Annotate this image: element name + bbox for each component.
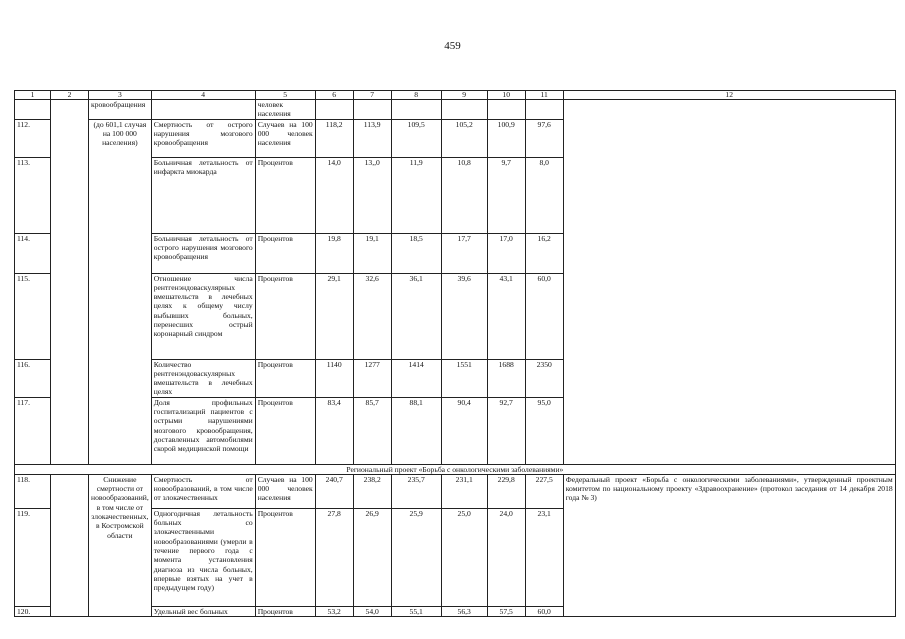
value-cell: 10,8 — [441, 157, 487, 233]
value-cell: 24,0 — [487, 508, 525, 606]
source-cell: Федеральный проект «Борьба с онкологическими заболеваниями», утвержденный проектным комитетом по национальному проекту «Здравоохранение» (протокол заседания от 14 декабря 2018 года № 3) — [563, 474, 895, 616]
value-cell: 26,9 — [353, 508, 391, 606]
value-cell: 55,1 — [391, 606, 441, 616]
value-cell: 1688 — [487, 359, 525, 397]
value-cell: 13,,0 — [353, 157, 391, 233]
value-cell: 83,4 — [315, 397, 353, 464]
header-cell: 4 — [151, 91, 255, 100]
value-cell: 1277 — [353, 359, 391, 397]
value-cell: 97,6 — [525, 119, 563, 157]
value-cell: 1140 — [315, 359, 353, 397]
value-cell: 100,9 — [487, 119, 525, 157]
value-cell: 235,7 — [391, 474, 441, 508]
unit-cell: Процентов — [255, 233, 315, 273]
source-cell-empty — [563, 100, 895, 465]
value-cell: 95,0 — [525, 397, 563, 464]
row-number: 114. — [15, 233, 51, 273]
value-cell: 19,8 — [315, 233, 353, 273]
value-cell: 11,9 — [391, 157, 441, 233]
value-cell: 17,0 — [487, 233, 525, 273]
row-number: 116. — [15, 359, 51, 397]
goal-cell: Снижение смертности от новообразований, в том числе от злокачественных, в Костромской области — [89, 474, 152, 616]
value-cell: 109,5 — [391, 119, 441, 157]
header-cell: 6 — [315, 91, 353, 100]
value-cell: 23,1 — [525, 508, 563, 606]
value-cell: 32,6 — [353, 273, 391, 359]
value-cell: 56,3 — [441, 606, 487, 616]
value-cell: 92,7 — [487, 397, 525, 464]
value-cell: 2350 — [525, 359, 563, 397]
value-cell: 27,8 — [315, 508, 353, 606]
page-number: 459 — [444, 40, 461, 52]
row-number: 120. — [15, 606, 51, 616]
header-cell: 5 — [255, 91, 315, 100]
section-row — [15, 464, 896, 474]
header-cell: 3 — [89, 91, 152, 100]
unit-cell: Процентов — [255, 508, 315, 606]
value-cell: 39,6 — [441, 273, 487, 359]
value-cell: 19,1 — [353, 233, 391, 273]
value-cell: 25,9 — [391, 508, 441, 606]
indicator-name: Смертность от новообразований, в том числе от злокачественных — [151, 474, 255, 508]
header-cell: 12 — [563, 91, 895, 100]
unit-cell: Случаев на 100 000 человек населения — [255, 474, 315, 508]
header-cell: 10 — [487, 91, 525, 100]
row-number: 117. — [15, 397, 51, 464]
value-cell: 113,9 — [353, 119, 391, 157]
indicator-name: Одногодичная летальность больных со злокачественными новообразованиями (умерли в течение первого года с момента установления диагноза из числа больных, впервые взятых на учет в предыдущем году) — [151, 508, 255, 606]
header-cell: 9 — [441, 91, 487, 100]
value-cell: 17,7 — [441, 233, 487, 273]
indicator-name: Больничная летальность от острого нарушения мозгового кровообращения — [151, 233, 255, 273]
indicator-name: Доля профильных госпитализаций пациентов с острыми нарушениями мозгового кровообращения, доставленных автомобилями скорой медицинской помощи — [151, 397, 255, 464]
indicators-table — [14, 90, 896, 617]
empty-cell — [51, 100, 89, 465]
unit-cell: Процентов — [255, 157, 315, 233]
header-cell: 2 — [51, 91, 89, 100]
value-cell: 240,7 — [315, 474, 353, 508]
value-cell: 60,0 — [525, 273, 563, 359]
value-cell: 8,0 — [525, 157, 563, 233]
row-number: 112. — [15, 119, 51, 157]
row-number: 119. — [15, 508, 51, 606]
unit-cell: Процентов — [255, 359, 315, 397]
value-cell: 118,2 — [315, 119, 353, 157]
value-cell: 29,1 — [315, 273, 353, 359]
indicator-name: Смертность от острого нарушения мозгового кровообращения — [151, 119, 255, 157]
value-cell: 36,1 — [391, 273, 441, 359]
value-cell: 88,1 — [391, 397, 441, 464]
indicator-name: Количество рентгенэндоваскулярных вмешательств в лечебных целях — [151, 359, 255, 397]
unit-cell: Процентов — [255, 606, 315, 616]
value-cell: 57,5 — [487, 606, 525, 616]
unit-cell: человек населения — [255, 100, 315, 120]
continuation-row — [15, 100, 896, 120]
section-title: Региональный проект «Борьба с онкологическими заболеваниями» — [15, 464, 896, 474]
header-cell: 8 — [391, 91, 441, 100]
unit-cell: Случаев на 100 000 человек населения — [255, 119, 315, 157]
value-cell: 231,1 — [441, 474, 487, 508]
value-cell: 60,0 — [525, 606, 563, 616]
value-cell: 14,0 — [315, 157, 353, 233]
goal-cell-top: кровообращения — [89, 100, 152, 120]
value-cell: 90,4 — [441, 397, 487, 464]
value-cell: 238,2 — [353, 474, 391, 508]
unit-cell: Процентов — [255, 397, 315, 464]
table-row — [15, 474, 896, 508]
header-row — [15, 91, 896, 100]
empty-cell — [51, 474, 89, 616]
value-cell: 54,0 — [353, 606, 391, 616]
indicator-name: Удельный вес больных — [151, 606, 255, 616]
indicator-name: Отношение числа рентгенэндоваскулярных вмешательств в лечебных целях к общему числу выбывших больных, перенесших острый коронарный синдром — [151, 273, 255, 359]
value-cell: 18,5 — [391, 233, 441, 273]
row-number: 115. — [15, 273, 51, 359]
value-cell: 43,1 — [487, 273, 525, 359]
value-cell: 9,7 — [487, 157, 525, 233]
value-cell: 1414 — [391, 359, 441, 397]
value-cell: 16,2 — [525, 233, 563, 273]
value-cell: 1551 — [441, 359, 487, 397]
value-cell: 105,2 — [441, 119, 487, 157]
value-cell: 85,7 — [353, 397, 391, 464]
header-cell: 1 — [15, 91, 51, 100]
goal-cell: (до 601,1 случая на 100 000 населения) — [89, 119, 152, 464]
indicator-name: Больничная летальность от инфаркта миокарда — [151, 157, 255, 233]
row-number: 113. — [15, 157, 51, 233]
header-cell: 7 — [353, 91, 391, 100]
value-cell: 227,5 — [525, 474, 563, 508]
value-cell: 25,0 — [441, 508, 487, 606]
value-cell: 229,8 — [487, 474, 525, 508]
unit-cell: Процентов — [255, 273, 315, 359]
value-cell: 53,2 — [315, 606, 353, 616]
header-cell: 11 — [525, 91, 563, 100]
row-number: 118. — [15, 474, 51, 508]
